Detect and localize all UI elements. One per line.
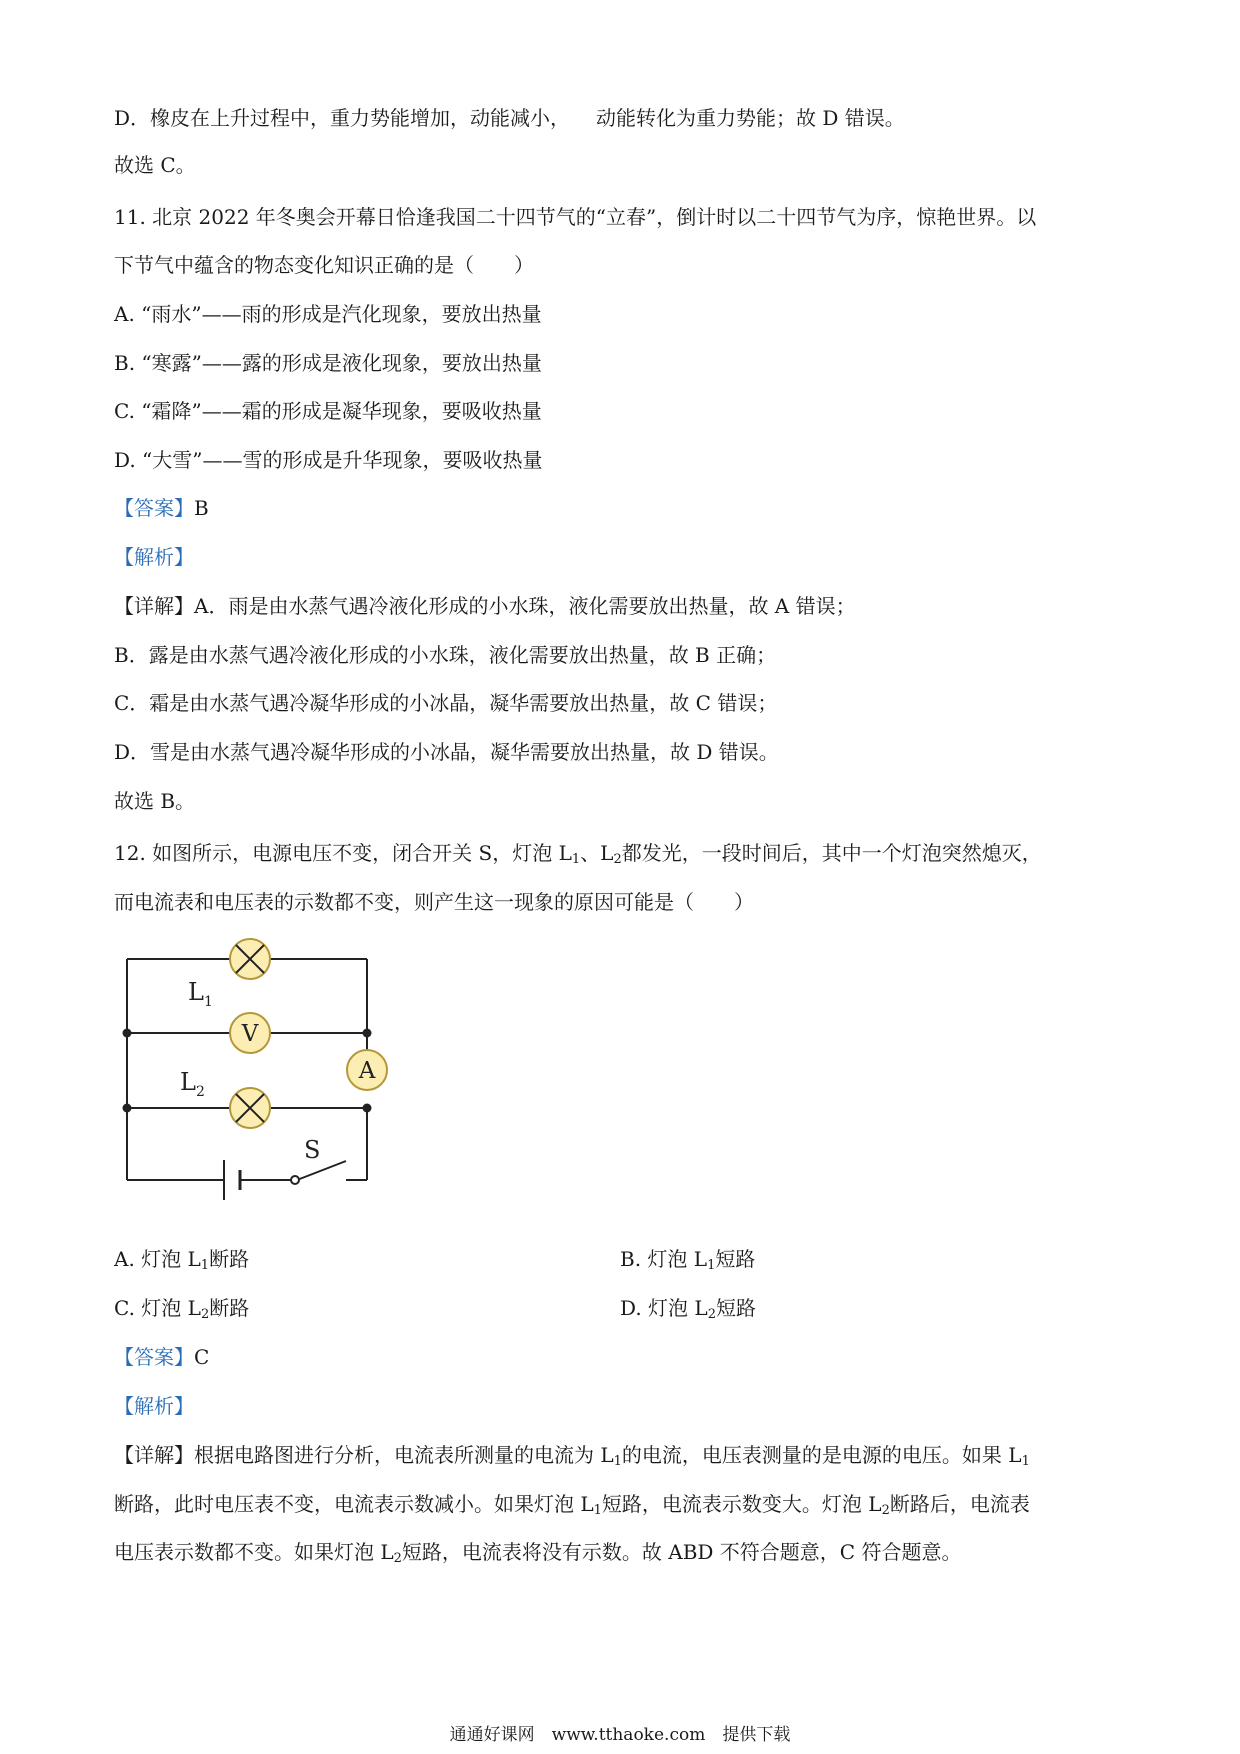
prev-option-d: D．橡皮在上升过程中，重力势能增加，动能减小， 动能转化为重力势能；故 D 错误。 xyxy=(114,106,905,130)
q12-detail-2: 断路，此时电压表不变，电流表示数减小。如果灯泡 $L_1$短路，电流表示数变大。灯泡 $L_2$断路后，电流表 xyxy=(114,1492,1030,1518)
detail-tag: 【详解】 xyxy=(114,594,194,618)
q11-option-a: A. “雨水”——雨的形成是汽化现象，要放出热量 xyxy=(114,302,542,326)
lamp2-label: $L_2$ xyxy=(180,1068,205,1100)
lamp-l2-icon xyxy=(230,1088,270,1128)
q11-option-b: B. “寒露”——露的形成是液化现象，要放出热量 xyxy=(114,351,542,375)
q12-option-c: C. 灯泡 $L_2$断路 xyxy=(114,1296,250,1322)
q12-stem-line2: 而电流表和电压表的示数都不变，则产生这一现象的原因可能是（ ） xyxy=(114,890,754,914)
detail-tag: 【详解】 xyxy=(114,1443,194,1467)
q11-detail-4: D．雪是由水蒸气遇冷凝华形成的小冰晶，凝华需要放出热量，故 D 错误。 xyxy=(114,740,779,764)
answer-value: B xyxy=(194,496,209,520)
ammeter-icon xyxy=(347,1050,387,1090)
ammeter-label: A xyxy=(358,1058,376,1084)
q12-stem-line1: 12. 如图所示，电源电压不变，闭合开关 S，灯泡 $L_1$、$L_2$都发光，一段时间后，其中一个灯泡突然熄灭， xyxy=(114,841,1042,867)
q12-detail-1: 【详解】根据电路图进行分析，电流表所测量的电流为 $L_1$的电流，电压表测量的是电源的电压。如果 $L_1$ xyxy=(114,1443,1030,1469)
q11-detail-3: C．霜是由水蒸气遇冷凝华形成的小冰晶，凝华需要放出热量，故 C 错误； xyxy=(114,691,778,715)
q11-option-c: C. “霜降”——霜的形成是凝华现象，要吸收热量 xyxy=(114,399,542,423)
voltmeter-icon xyxy=(230,1013,270,1053)
voltmeter-label: V xyxy=(241,1021,259,1047)
answer-tag: 【答案】 xyxy=(114,496,194,520)
q11-conclusion: 故选 B。 xyxy=(114,789,196,813)
q11-option-d: D. “大雪”——雪的形成是升华现象，要吸收热量 xyxy=(114,448,543,472)
q11-detail-1: 【详解】A．雨是由水蒸气遇冷液化形成的小水珠，液化需要放出热量，故 A 错误； xyxy=(114,594,856,618)
q11-analysis-tag: 【解析】 xyxy=(114,545,194,569)
page-footer: 通通好课网 www.tthaoke.com 提供下载 xyxy=(449,1725,791,1745)
q12-option-d: D. 灯泡 $L_2$短路 xyxy=(620,1296,756,1322)
q12-analysis-tag: 【解析】 xyxy=(114,1394,194,1418)
lamp1-label: $L_1$ xyxy=(188,978,213,1010)
q11-stem-line1: 11. 北京 2022 年冬奥会开幕日恰逢我国二十四节气的“立春”，倒计时以二十四节气为序，惊艳世界。以 xyxy=(114,205,1037,229)
lamp-l1-icon xyxy=(230,939,270,979)
junction-dot xyxy=(363,1104,372,1113)
q12-answer xyxy=(114,1343,1134,1371)
q11-answer xyxy=(114,494,1134,522)
answer-tag: 【答案】 xyxy=(114,1345,194,1369)
answer-value: C xyxy=(194,1345,210,1369)
switch-pivot xyxy=(291,1176,299,1184)
junction-dot xyxy=(363,1029,372,1038)
prev-conclusion: 故选 C。 xyxy=(114,153,196,177)
circuit-diagram xyxy=(110,938,410,1220)
q12-option-a: A. 灯泡 $L_1$断路 xyxy=(114,1247,250,1273)
switch-label: S xyxy=(304,1136,321,1164)
junction-dot xyxy=(123,1029,132,1038)
q11-stem-line2: 下节气中蕴含的物态变化知识正确的是（ ） xyxy=(114,253,534,277)
q12-option-b: B. 灯泡 $L_1$短路 xyxy=(620,1247,756,1273)
junction-dot xyxy=(123,1104,132,1113)
q11-detail-2: B．露是由水蒸气遇冷液化形成的小水珠，液化需要放出热量，故 B 正确； xyxy=(114,643,777,667)
q12-detail-3: 电压表示数都不变。如果灯泡 $L_2$短路，电流表将没有示数。故 ABD 不符合题意，C 符合题意。 xyxy=(114,1540,962,1566)
